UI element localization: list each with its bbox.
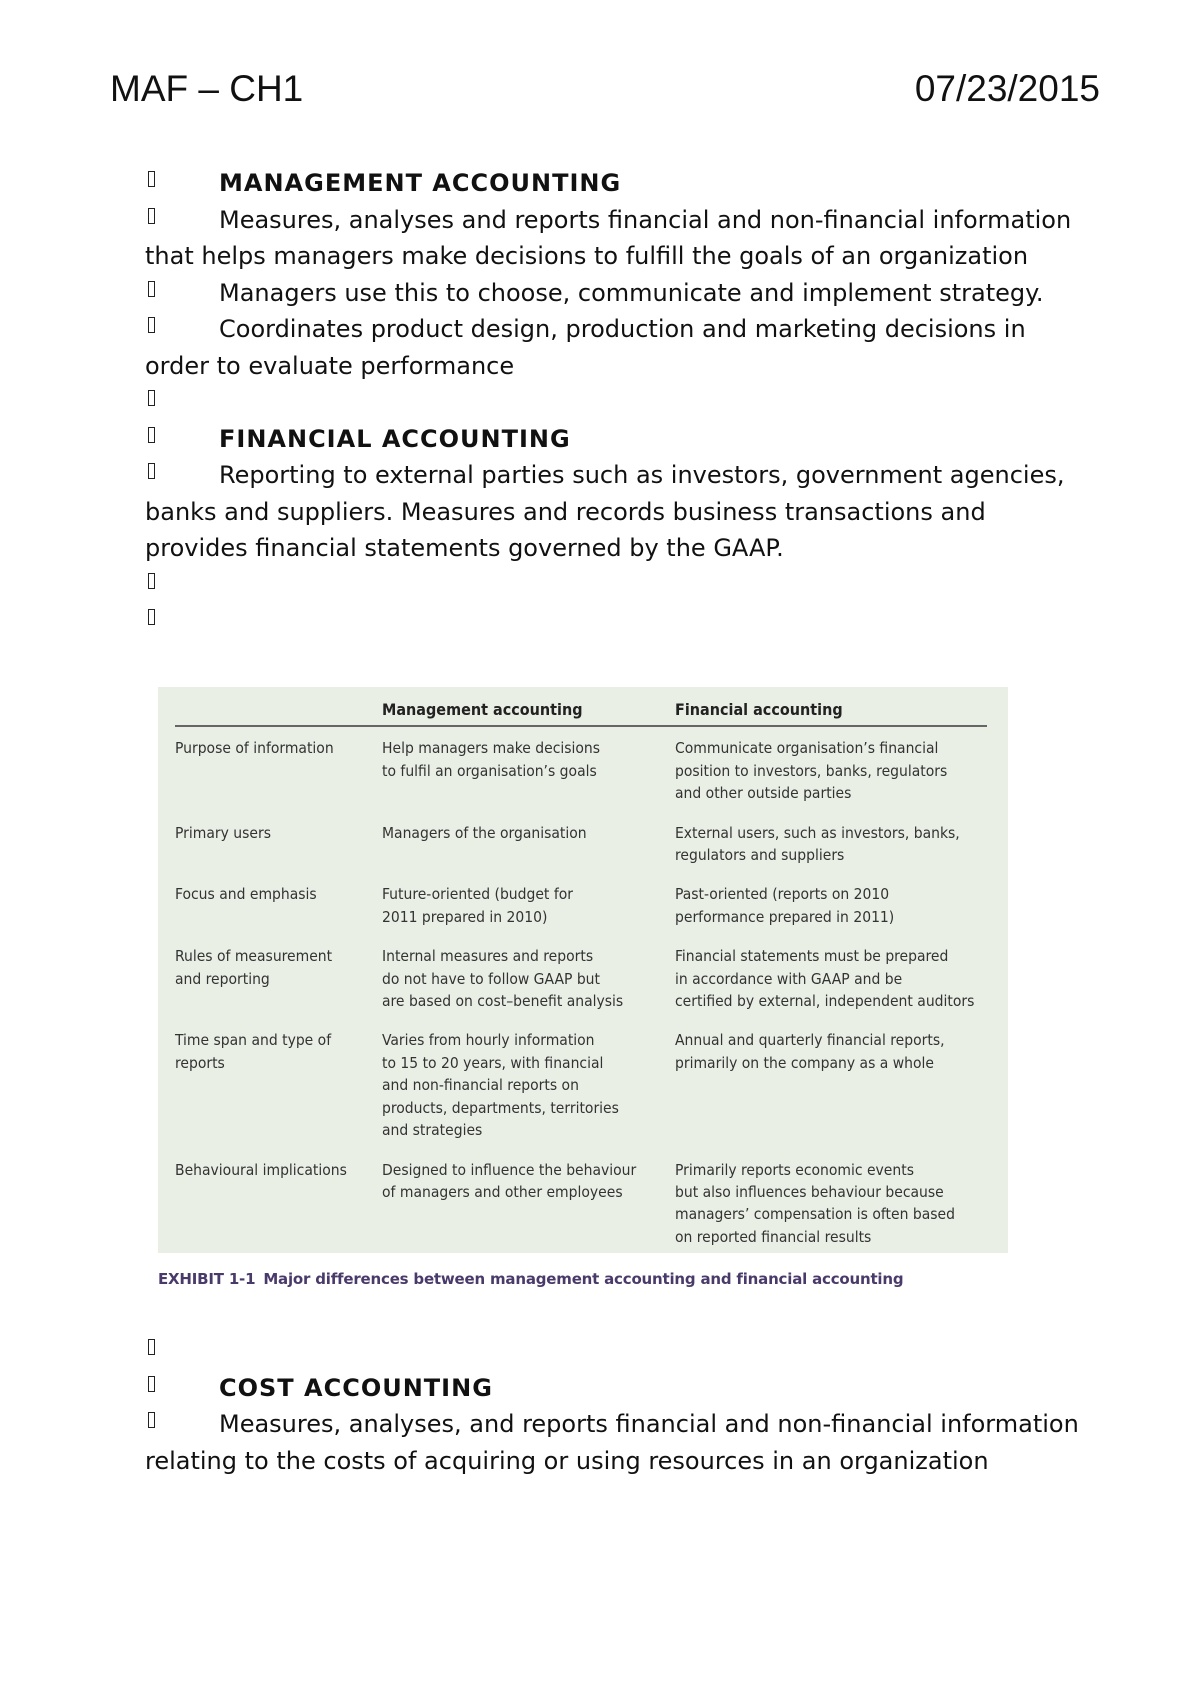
bullet-management-coordination (145, 311, 1085, 384)
financial-cell (675, 726, 987, 821)
financial-cell-text: External users, such as investors, banks, regulators and suppliers (675, 823, 960, 865)
management-cell-text: Managers of the organisation (382, 823, 587, 842)
bullet-icon (148, 1412, 155, 1428)
financial-cell (675, 1159, 987, 1266)
row-label-cell-text: Time span and type of reports (175, 1031, 332, 1072)
comparison-table (175, 699, 987, 1265)
financial-cell (675, 945, 987, 1029)
management-cell (382, 822, 675, 884)
bullet-icon (148, 1376, 155, 1392)
exhibit-number: EXHIBIT 1-1 (158, 1270, 256, 1288)
bullet-icon (148, 208, 155, 224)
management-strategy-text: Managers use this to choose, communicate and implement strategy. (219, 278, 1044, 307)
financial-definition-text: Reporting to external parties such as investors, government agencies, banks and suppliers. Measures and records business transactions and provides financial statements governed by the GAAP. (145, 461, 1065, 562)
row-label-cell-text: Primary users (175, 823, 271, 842)
column-header (175, 699, 382, 726)
bullet-management-heading (145, 165, 1085, 202)
table-header-row (175, 699, 987, 726)
bullet-empty (145, 603, 1085, 640)
financial-cell-text: Primarily reports economic events but also influences behaviour because managers’ compensation is often based on reported financial results (675, 1160, 955, 1246)
row-label-cell (175, 1159, 382, 1266)
bullet-icon (148, 463, 155, 479)
bullet-financial-heading (145, 421, 1085, 458)
financial-cell-text: Communicate organisation’s financial position to investors, banks, regulators and other outside parties (675, 739, 948, 803)
management-cell-text: Internal measures and reports do not have to follow GAAP but are based on cost–benefit analysis (382, 947, 624, 1011)
cost-definition-text: Measures, analyses, and reports financial and non-financial information relating to the costs of acquiring or using resources in an organization (145, 1410, 1079, 1475)
bullet-cost-definition (145, 1406, 1085, 1479)
page-header (110, 68, 1100, 110)
management-definition-text: Measures, analyses and reports financial and non-financial information that helps managers make decisions to fulfill the goals of an organization (145, 205, 1072, 270)
column-header-financial: Financial accounting (675, 699, 987, 726)
row-label-cell-text: Focus and emphasis (175, 885, 317, 904)
bullet-management-strategy (145, 275, 1085, 312)
management-coordination-text: Coordinates product design, production and marketing decisions in order to evaluate performance (145, 315, 1026, 380)
row-label-cell-text: Rules of measurement and reporting (175, 947, 333, 988)
row-label-cell (175, 883, 382, 945)
management-cell (382, 883, 675, 945)
management-accounting-heading: MANAGEMENT ACCOUNTING (219, 169, 622, 197)
bullet-empty (145, 384, 1085, 421)
management-cell (382, 726, 675, 821)
financial-cell-text: Financial statements must be prepared in accordance with GAAP and be certified by external, independent auditors (675, 947, 975, 1011)
row-label-cell-text: Behavioural implications (175, 1160, 347, 1179)
exhibit-title: Major differences between management accounting and financial accounting (263, 1270, 904, 1288)
document-date: 07/23/2015 (914, 68, 1100, 109)
table-row (175, 945, 987, 1029)
column-header-management: Management accounting (382, 699, 675, 726)
financial-cell-text: Past-oriented (reports on 2010 performance prepared in 2011) (675, 885, 895, 926)
bullet-icon (148, 427, 155, 443)
management-cell-text: Varies from hourly information to 15 to 20 years, with financial and non-financial reports on products, departments, territories and strategies (382, 1031, 619, 1140)
bullet-icon (148, 1339, 155, 1355)
management-cell-text: Designed to influence the behaviour of managers and other employees (382, 1160, 637, 1201)
bullet-icon (148, 281, 155, 297)
financial-cell-text: Annual and quarterly financial reports, primarily on the company as a whole (675, 1031, 945, 1072)
table-row (175, 1029, 987, 1158)
row-label-cell-text: Purpose of information (175, 739, 334, 758)
table-row (175, 883, 987, 945)
financial-accounting-heading: FINANCIAL ACCOUNTING (219, 424, 571, 453)
management-cell-text: Future-oriented (budget for 2011 prepared in 2010) (382, 885, 573, 926)
bullet-icon (148, 609, 155, 625)
management-cell (382, 945, 675, 1029)
exhibit-caption (158, 1270, 903, 1288)
bullet-icon (148, 171, 155, 187)
management-cell (382, 1029, 675, 1158)
table-row (175, 1159, 987, 1266)
row-label-cell (175, 945, 382, 1029)
bullet-management-definition (145, 202, 1085, 275)
bullet-icon (148, 390, 155, 406)
document-title: MAF – CH1 (110, 68, 304, 109)
financial-cell (675, 1029, 987, 1158)
bullet-icon (148, 573, 155, 589)
exhibit-comparison-figure (158, 687, 1008, 1253)
financial-cell (675, 883, 987, 945)
cost-accounting-section (145, 1333, 1085, 1479)
bullet-financial-definition (145, 457, 1085, 567)
bullet-empty (145, 1333, 1085, 1370)
management-cell (382, 1159, 675, 1266)
bullet-empty (145, 567, 1085, 604)
bullet-cost-heading (145, 1370, 1085, 1407)
cost-accounting-heading: COST ACCOUNTING (219, 1373, 493, 1402)
financial-cell (675, 822, 987, 884)
table-row (175, 726, 987, 821)
bullet-icon (148, 317, 155, 333)
table-row (175, 822, 987, 884)
management-cell-text: Help managers make decisions to fulfil an organisation’s goals (382, 739, 601, 780)
row-label-cell (175, 726, 382, 821)
accounting-definitions (145, 165, 1085, 640)
row-label-cell (175, 1029, 382, 1158)
row-label-cell (175, 822, 382, 884)
